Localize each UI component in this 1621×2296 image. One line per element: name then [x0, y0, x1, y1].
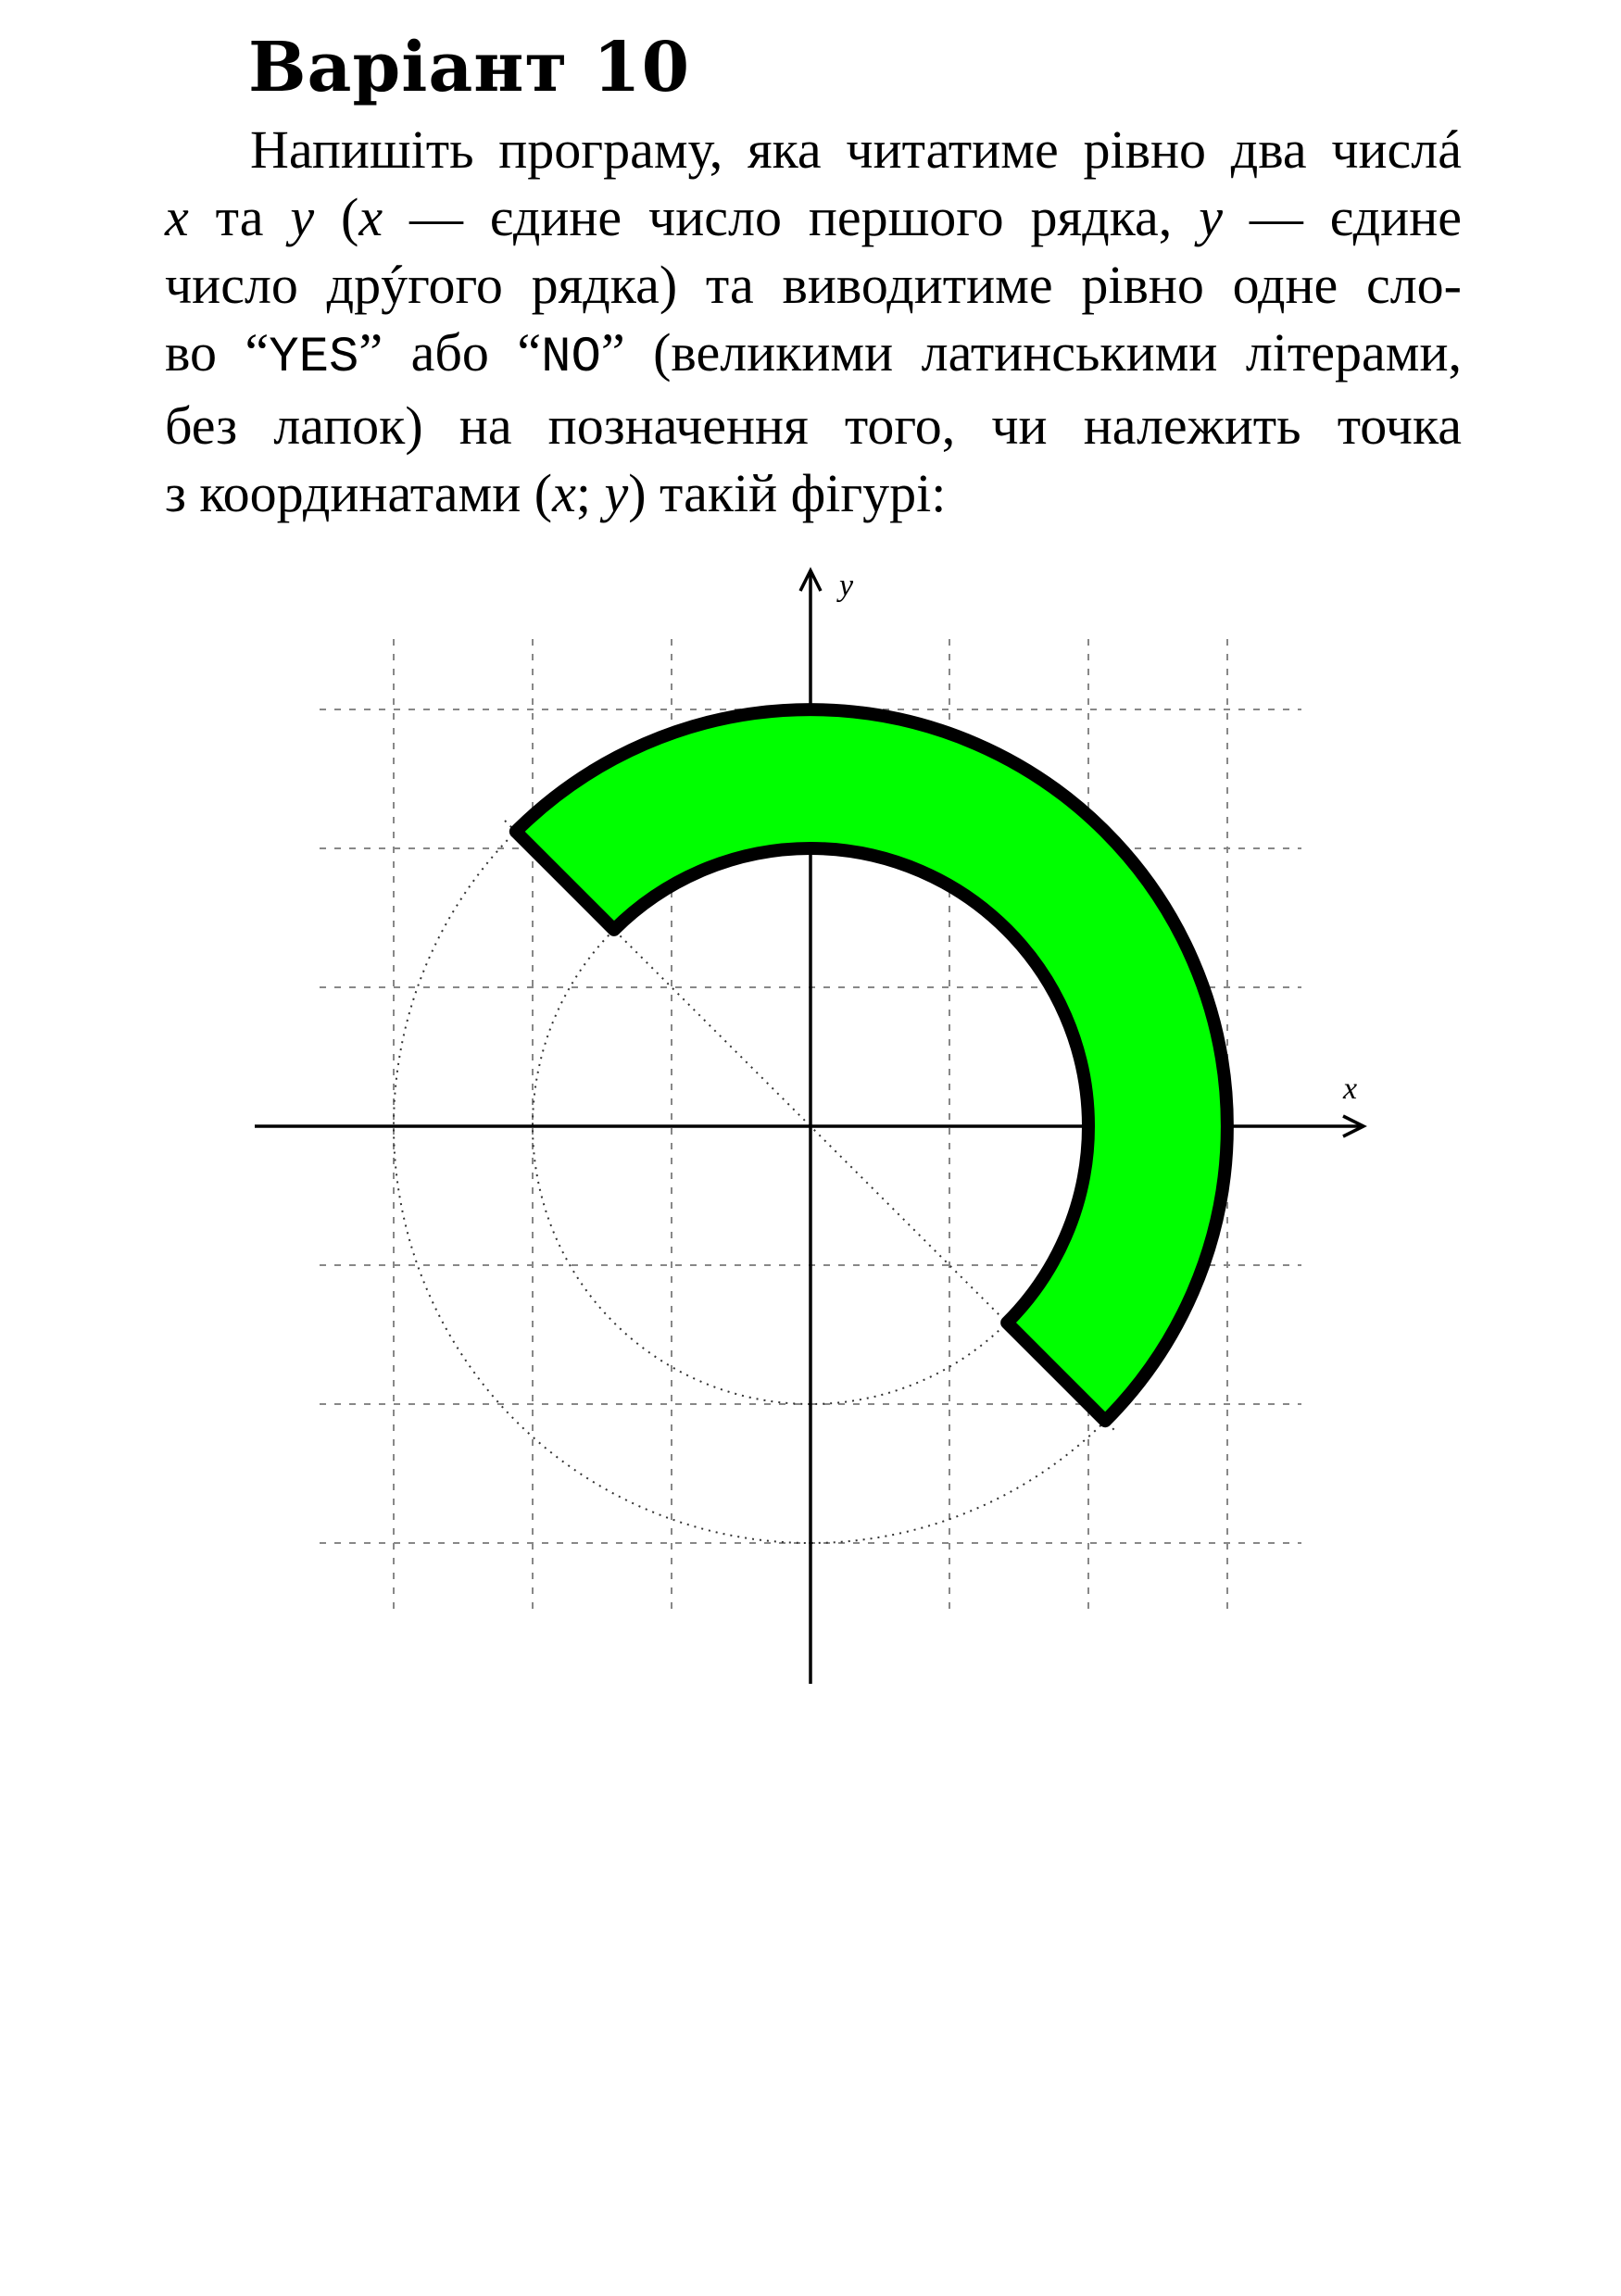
- text-span: ” (великими латинськими літерами,: [600, 322, 1462, 383]
- yes-keyword: YES: [269, 330, 359, 386]
- paragraph-line-3: число дрýгого рядка) та виводитиме рівно одне сло-: [165, 255, 1462, 315]
- text-span: ” або “: [358, 322, 542, 383]
- text-span: — єдине число першого рядка,: [383, 187, 1200, 247]
- text-span: з координатами (: [165, 463, 553, 523]
- text-span: (: [314, 187, 359, 247]
- x-axis-label: x: [1343, 1072, 1358, 1106]
- y-axis-label: y: [839, 569, 854, 603]
- paragraph-line-1: Напишіть програму, яка читатиме рівно два числá: [250, 119, 1462, 180]
- var-y: y: [1199, 187, 1223, 247]
- var-x: x: [552, 463, 576, 523]
- text-span: ) такій фігурі:: [628, 463, 947, 523]
- no-keyword: NO: [541, 330, 601, 386]
- var-x: x: [165, 187, 189, 247]
- var-y: y: [290, 187, 315, 247]
- text-span: во “: [165, 322, 270, 383]
- var-y: y: [604, 463, 629, 523]
- text-span: та: [188, 187, 291, 247]
- var-x: x: [358, 187, 383, 247]
- text-span: ;: [575, 463, 605, 523]
- paragraph-line-5: без лапок) на позначення того, чи належить точка: [165, 395, 1462, 456]
- text-span: — єдине: [1222, 187, 1462, 247]
- page-title: Варіант 10: [248, 28, 691, 107]
- ring-sector-shape: [516, 709, 1227, 1421]
